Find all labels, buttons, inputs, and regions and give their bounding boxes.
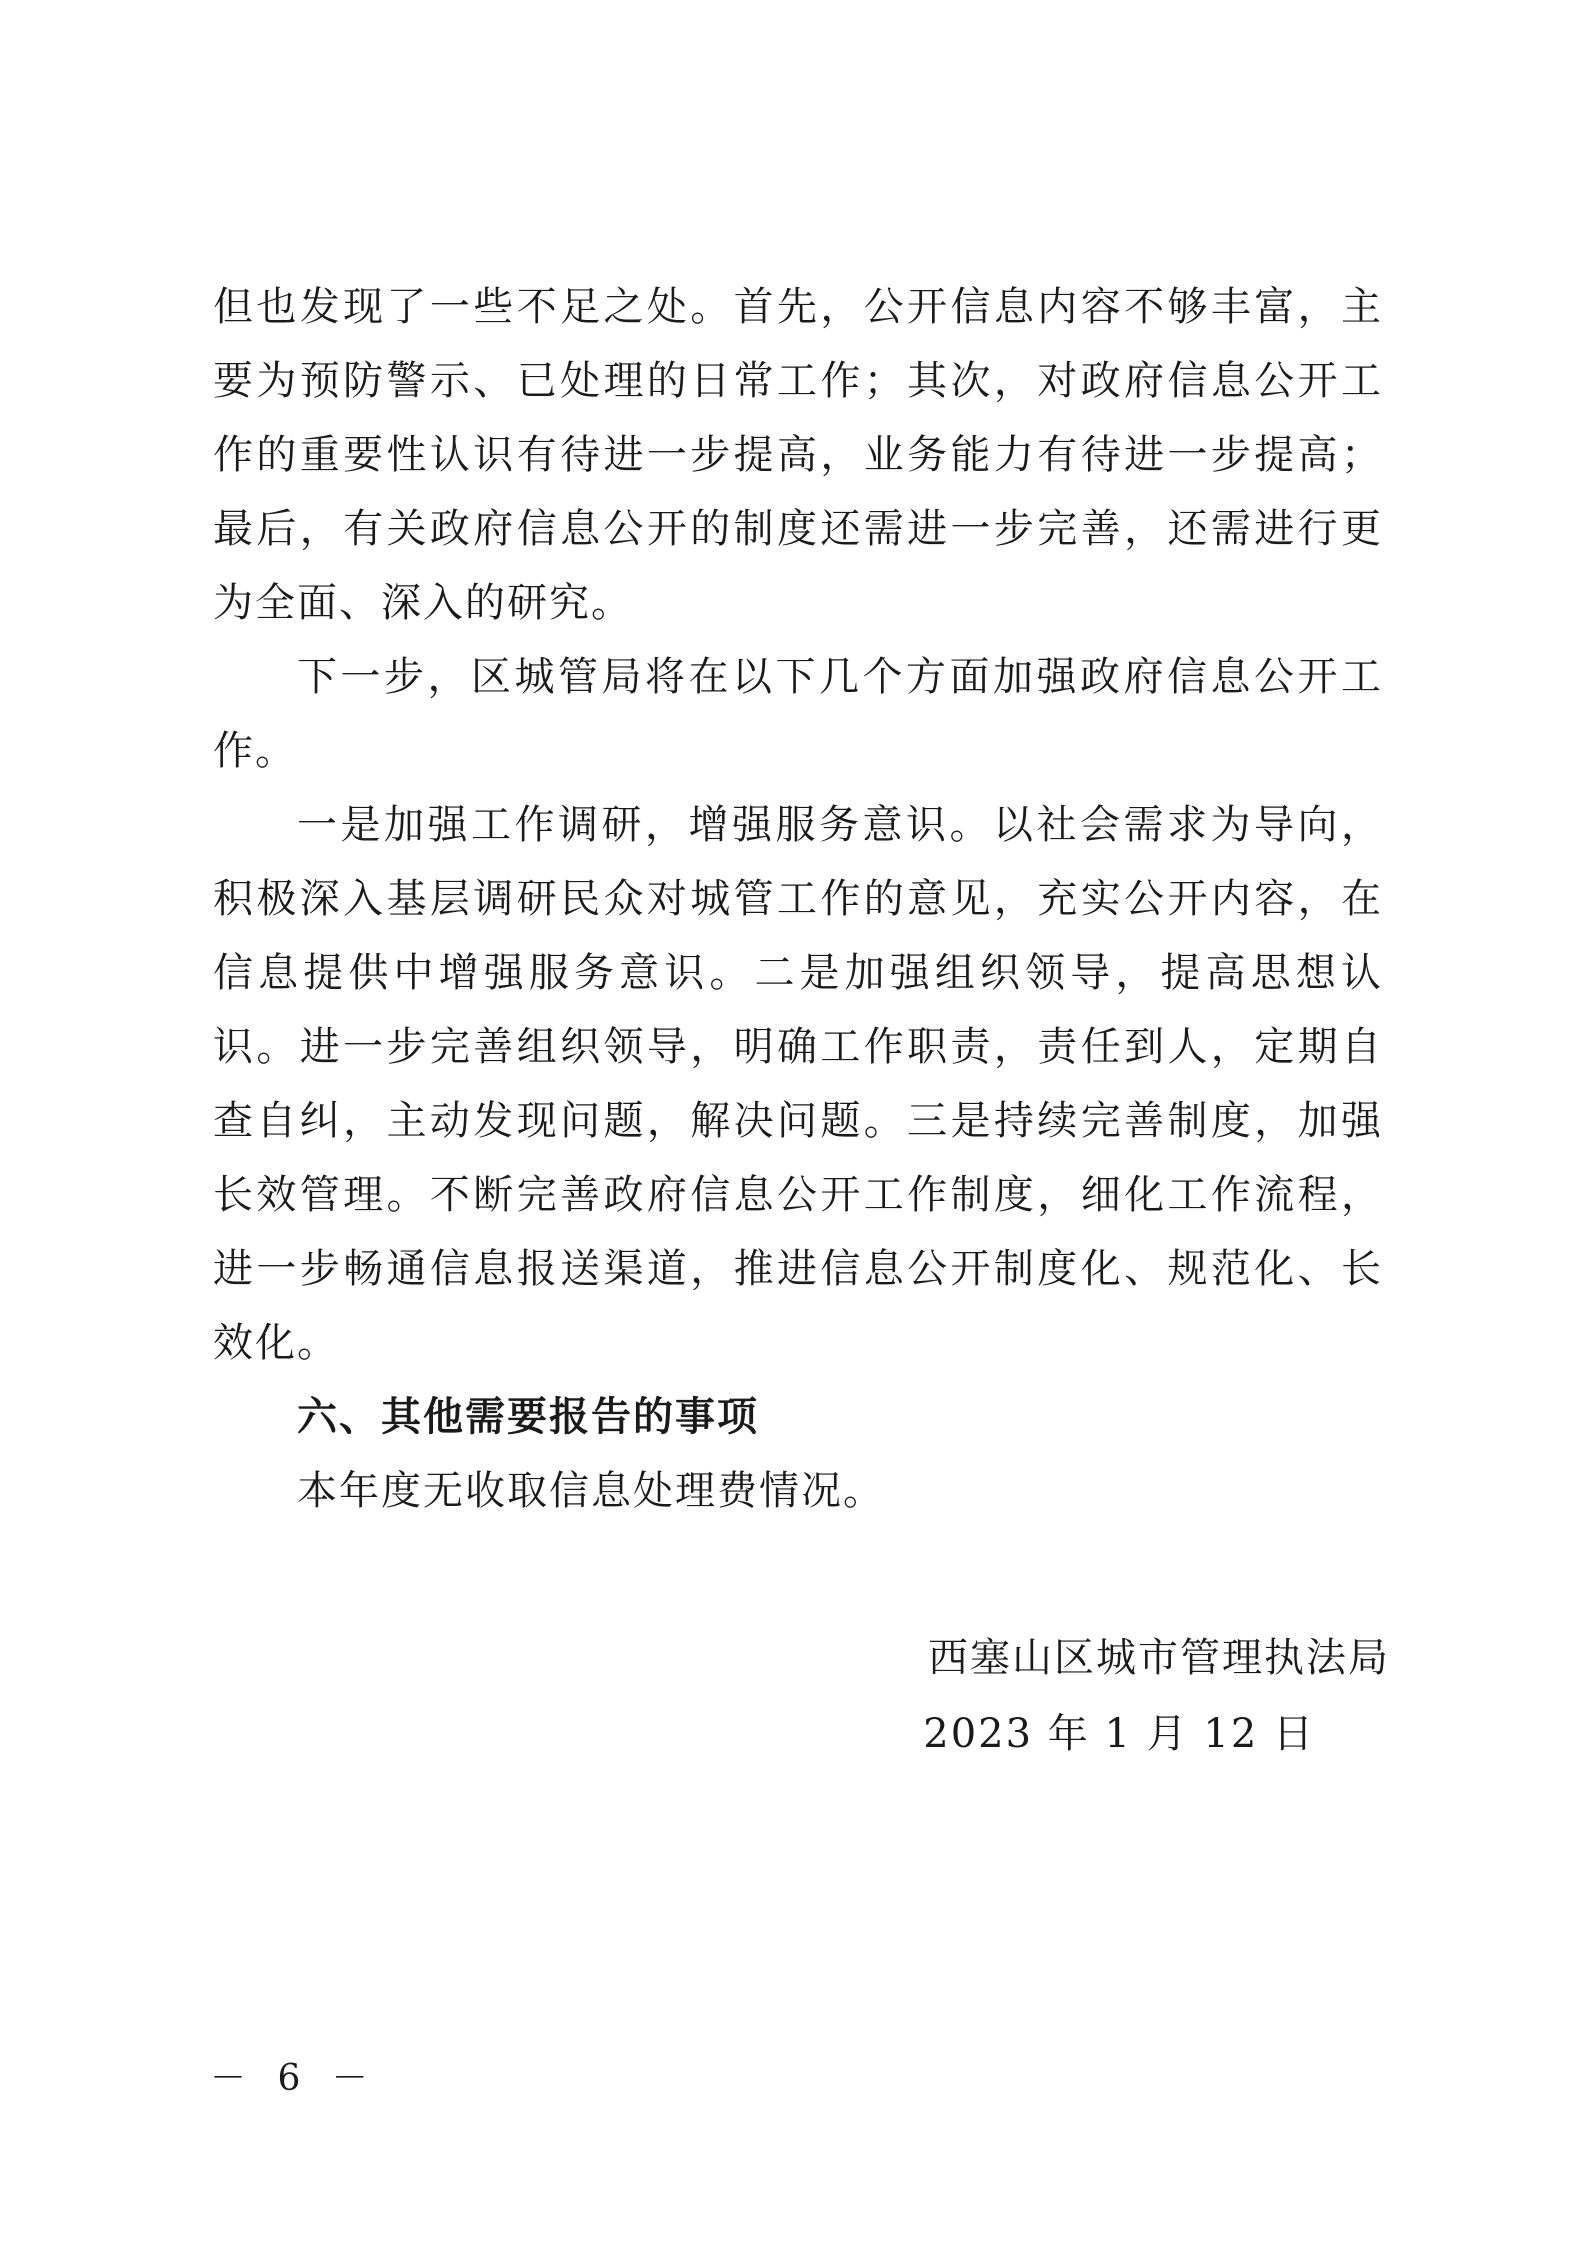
paragraph-shortcomings: 但也发现了一些不足之处。首先，公开信息内容不够丰富，主要为预防警示、已处理的日常工作；其次，对政府信息公开工作的重要性认识有待进一步提高，业务能力有待进一步提高；最后，有关政府信息公开的制度还需进一步完善，还需进行更为全面、深入的研究。 (213, 284, 1383, 626)
section-heading-other-matters: 六、其他需要报告的事项 (297, 1394, 759, 1440)
document-body (213, 270, 1383, 1528)
signature-date: 2023 年 1 月 12 日 (923, 1711, 1315, 1757)
paragraph-next-steps-intro: 下一步，区城管局将在以下几个方面加强政府信息公开工作。 (213, 654, 1383, 774)
signature-block (0, 1620, 1390, 1772)
paragraph-fee-statement: 本年度无收取信息处理费情况。 (297, 1468, 885, 1514)
signature-organization: 西塞山区城市管理执法局 (928, 1635, 1390, 1681)
page-number: － 6 － (210, 2058, 378, 2099)
paragraph-next-steps-measures: 一是加强工作调研，增强服务意识。以社会需求为导向，积极深入基层调研民众对城管工作的意见，充实公开内容，在信息提供中增强服务意识。二是加强组织领导，提高思想认识。进一步完善组织领导，明确工作职责，责任到人，定期自查自纠，主动发现问题，解决问题。三是持续完善制度，加强长效管理。不断完善政府信息公开工作制度，细化工作流程，进一步畅通信息报送渠道，推进信息公开制度化、规范化、长效化。 (213, 802, 1383, 1366)
